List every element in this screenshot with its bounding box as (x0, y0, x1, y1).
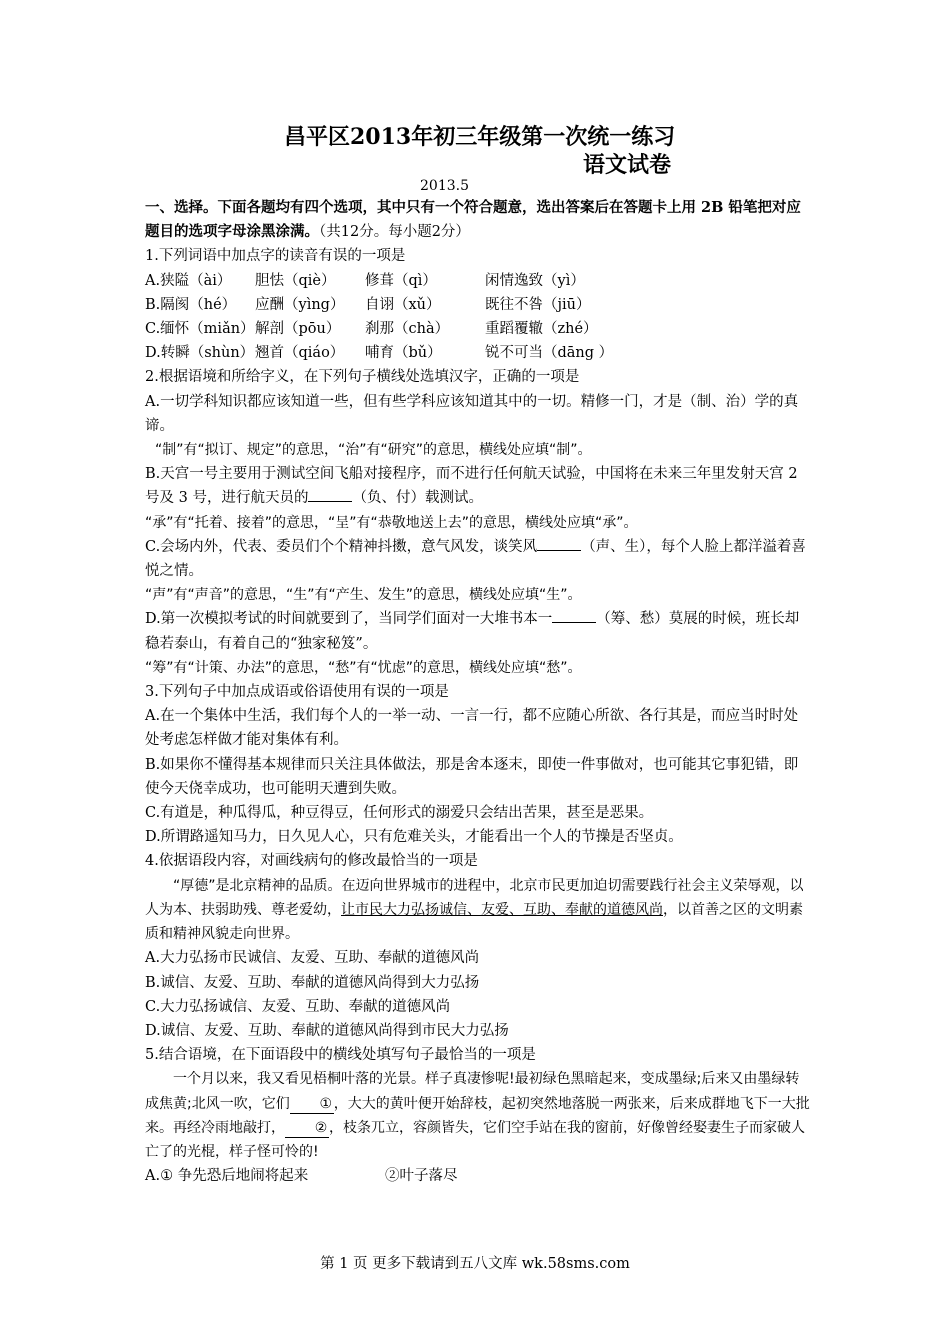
q1-stem: 1.下列词语中加点字的读音有误的一项是 (145, 248, 406, 265)
q2-note-d: “筹”有“计策、办法”的意思，“愁”有“忧虑”的意思，横线处应填“愁”。 (145, 659, 582, 676)
q3-option-c: C.有道是，种瓜得瓜，种豆得豆，任何形式的溺爱只会结出苦果，甚至是恶果。 (145, 805, 654, 822)
section-heading: 一、选择。下面各题均有四个选项，其中只有一个符合题意，选出答案后在答题卡上用 2B 铅笔把对应题目的选项字母涂黑涂满。（共12分。每小题2分） (145, 199, 801, 241)
q2-option-b: B.天宫一号主要用于测试空间飞船对接程序，而不进行任何航天试验，中国将在未来三年里发射天宫 2 号及 3 号，进行航天员的 （负、付）载测试。 (145, 466, 798, 507)
q4-option-c: C.大力弘扬诚信、友爱、互助、奉献的道德风尚 (145, 998, 451, 1015)
numbered-blank: ② (285, 1119, 329, 1138)
q4-option-d: D.诚信、友爱、互助、奉献的道德风尚得到市民大力弘扬 (145, 1022, 509, 1039)
exam-subtitle: 语文试卷 (583, 152, 672, 178)
exam-content (145, 196, 810, 1188)
q2-note-b: “承”有“托着、接着”的意思，“呈”有“恭敬地送上去”的意思，横线处应填“承”。 (145, 514, 638, 531)
q5-stem: 5.结合语境，在下面语段中的横线处填写句子最恰当的一项是 (145, 1047, 536, 1064)
q1-option-b: B.隔阂（hé） 应酬（yìng） 自诩（xǔ） 既往不咎（jiū） (145, 296, 591, 313)
q5-option-a: A.① 争先恐后地闹将起来 ②叶子落尽 (145, 1168, 458, 1185)
q1-option-c: C.缅怀（miǎn） 解剖（pōu） 刹那（chà） 重蹈覆辙（zhé） (145, 321, 598, 338)
q4-option-b: B.诚信、友爱、互助、奉献的道德风尚得到大力弘扬 (145, 974, 480, 991)
q4-option-a: A.大力弘扬市民诚信、友爱、互助、奉献的道德风尚 (145, 950, 480, 967)
q5-passage: 一个月以来，我又看见梧桐叶落的光景。样子真凄惨呢!最初绿色黑暗起来，变成墨绿;后来又由墨绿转成焦黄;北风一吹，它们 ① ，大大的黄叶便开始辞枝，起初突然地落脱一两张来，后来成群地飞下一大批来。再经冷雨地敲打， ② ，枝条兀立，容颜皆失，它们空手站在我的窗前，好像曾经娶妻生子而家破人亡了的光棍，样子怪可怜的! (145, 1071, 810, 1160)
q2-option-a: A.一切学科知识都应该知道一些，但有些学科应该知道其中的一切。精修一门，才是（制、治）学的真谛。 (145, 393, 799, 434)
q2-note-c: “声”有“声音”的意思，“生”有“产生、发生”的意思，横线处应填“生”。 (145, 587, 582, 604)
q4-passage: “厚德”是北京精神的品质。在迈向世界城市的进程中，北京市民更加迫切需要践行社会主义荣辱观，以人为本、扶弱助残、尊老爱幼，让市民大力弘扬诚信、友爱、互助、奉献的道德风尚，以首善之区的文明素质和精神风貌走向世界。 (145, 877, 804, 943)
exam-date: 2013.5 (420, 178, 469, 194)
answer-blank (552, 622, 596, 623)
q2-option-d: D.第一次模拟考试的时间就要到了，当同学们面对一大堆书本一 （筹、愁）莫展的时候，班长却稳若泰山，有着自己的“独家秘笈”。 (145, 611, 800, 652)
page-footer: 第 1 页 更多下载请到五八文库 wk.58sms.com (320, 1256, 630, 1272)
q2-option-c: C.会场内外，代表、委员们个个精神抖擞，意气风发，谈笑风 （声、生），每个人脸上都洋溢着喜悦之情。 (145, 538, 806, 580)
q4-stem: 4.依据语段内容，对画线病句的修改最恰当的一项是 (145, 853, 478, 870)
underlined-sentence: 让市民大力弘扬诚信、友爱、互助、奉献的道德风尚 (341, 901, 663, 918)
q2-note-a: “制”有“拟订、规定”的意思，“治”有“研究”的意思，横线处应填“制”。 (155, 442, 592, 459)
q2-stem: 2.根据语境和所给字义，在下列句子横线处选填汉字，正确的一项是 (145, 369, 580, 386)
q1-option-a: A.狭隘（ài） 胆怯（qiè） 修葺（qì） 闲情逸致（yì） (145, 272, 585, 289)
answer-blank (537, 550, 581, 551)
exam-title: 昌平区2013年初三年级第一次统一练习 (284, 124, 676, 150)
q3-stem: 3.下列句子中加点成语或俗语使用有误的一项是 (145, 684, 449, 701)
q3-option-b: B.如果你不懂得基本规律而只关注具体做法，那是舍本逐末，即使一件事做对，也可能其它事犯错，即使今天侥幸成功，也可能明天遭到失败。 (145, 756, 799, 797)
q1-option-d: D.转瞬（shùn） 翘首（qiáo） 哺育（bǔ） 锐不可当（dāng ） (145, 345, 614, 362)
answer-blank (308, 501, 352, 502)
q3-option-d: D.所谓路遥知马力，日久见人心，只有危难关头，才能看出一个人的节操是否坚贞。 (145, 829, 683, 846)
numbered-blank: ① (290, 1095, 334, 1114)
q3-option-a: A.在一个集体中生活，我们每个人的一举一动、一言一行，都不应随心所欲、各行其是，而应当时时处处考虑怎样做才能对集体有利。 (145, 708, 799, 749)
